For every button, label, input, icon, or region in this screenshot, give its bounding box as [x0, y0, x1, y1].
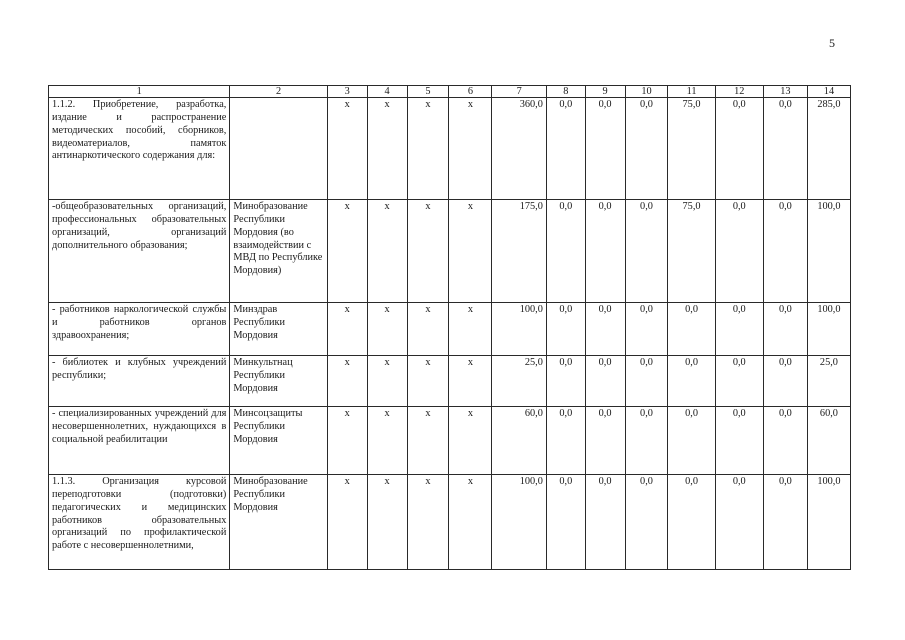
cell-col14: 60,0 [807, 407, 850, 475]
responsible-party: Минсоцзащиты Республики Мордовия [230, 407, 327, 475]
cell-col14: 100,0 [807, 475, 850, 570]
cell-col9: 0,0 [585, 356, 625, 407]
cell-col11: 0,0 [668, 407, 715, 475]
table-row [49, 356, 851, 407]
cell-col9: 0,0 [585, 200, 625, 303]
cell-col13: 0,0 [763, 475, 807, 570]
responsible-party [230, 98, 327, 200]
responsible-party: Минкультнац Республики Мордовия [230, 356, 327, 407]
cell-col13: 0,0 [763, 200, 807, 303]
cell-col14: 100,0 [807, 200, 850, 303]
cell-col5: x [407, 200, 449, 303]
header-cell: 6 [449, 86, 492, 98]
responsible-party: Минобразование Республики Мордовия (во взаимодействии с МВД по Республике Мордовия) [230, 200, 327, 303]
activity-description: -общеобразовательных организаций, профессиональных образовательных организаций, организаций дополнительного образования; [49, 200, 230, 303]
cell-col10: 0,0 [625, 356, 668, 407]
activity-description: - библиотек и клубных учреждений республики; [49, 356, 230, 407]
cell-col14: 285,0 [807, 98, 850, 200]
cell-col3: x [327, 407, 367, 475]
cell-col13: 0,0 [763, 98, 807, 200]
cell-col6: x [449, 200, 492, 303]
cell-col11: 75,0 [668, 200, 715, 303]
cell-col11: 0,0 [668, 303, 715, 356]
header-cell: 8 [546, 86, 585, 98]
cell-col7: 100,0 [492, 303, 547, 356]
header-cell: 3 [327, 86, 367, 98]
cell-col6: x [449, 407, 492, 475]
cell-col8: 0,0 [546, 356, 585, 407]
activity-description: - специализированных учреждений для несовершеннолетних, нуждающихся в социальной реабилитации [49, 407, 230, 475]
cell-col4: x [367, 356, 407, 407]
header-cell: 7 [492, 86, 547, 98]
cell-col8: 0,0 [546, 98, 585, 200]
cell-col4: x [367, 407, 407, 475]
cell-col12: 0,0 [715, 356, 763, 407]
table-row [49, 303, 851, 356]
cell-col12: 0,0 [715, 98, 763, 200]
cell-col12: 0,0 [715, 200, 763, 303]
cell-col5: x [407, 98, 449, 200]
cell-col7: 360,0 [492, 98, 547, 200]
cell-col3: x [327, 200, 367, 303]
page-number: 5 [829, 36, 835, 50]
cell-col9: 0,0 [585, 475, 625, 570]
cell-col10: 0,0 [625, 200, 668, 303]
responsible-party: Минобразование Республики Мордовия [230, 475, 327, 570]
cell-col10: 0,0 [625, 407, 668, 475]
cell-col6: x [449, 356, 492, 407]
cell-col6: x [449, 475, 492, 570]
cell-col5: x [407, 475, 449, 570]
cell-col7: 175,0 [492, 200, 547, 303]
header-cell: 11 [668, 86, 715, 98]
cell-col4: x [367, 200, 407, 303]
cell-col8: 0,0 [546, 200, 585, 303]
cell-col14: 25,0 [807, 356, 850, 407]
cell-col12: 0,0 [715, 303, 763, 356]
cell-col4: x [367, 98, 407, 200]
cell-col14: 100,0 [807, 303, 850, 356]
cell-col13: 0,0 [763, 356, 807, 407]
cell-col9: 0,0 [585, 407, 625, 475]
cell-col8: 0,0 [546, 303, 585, 356]
cell-col13: 0,0 [763, 303, 807, 356]
program-table [48, 85, 851, 570]
cell-col5: x [407, 303, 449, 356]
table-row [49, 98, 851, 200]
cell-col7: 60,0 [492, 407, 547, 475]
cell-col10: 0,0 [625, 303, 668, 356]
cell-col12: 0,0 [715, 475, 763, 570]
cell-col4: x [367, 475, 407, 570]
cell-col9: 0,0 [585, 303, 625, 356]
cell-col3: x [327, 356, 367, 407]
cell-col7: 25,0 [492, 356, 547, 407]
cell-col7: 100,0 [492, 475, 547, 570]
cell-col9: 0,0 [585, 98, 625, 200]
cell-col12: 0,0 [715, 407, 763, 475]
cell-col11: 0,0 [668, 356, 715, 407]
cell-col3: x [327, 98, 367, 200]
header-cell: 13 [763, 86, 807, 98]
cell-col5: x [407, 356, 449, 407]
cell-col8: 0,0 [546, 475, 585, 570]
activity-description: - работников наркологической службы и работников органов здравоохранения; [49, 303, 230, 356]
cell-col11: 0,0 [668, 475, 715, 570]
responsible-party: Минздрав Республики Мордовия [230, 303, 327, 356]
cell-col8: 0,0 [546, 407, 585, 475]
cell-col11: 75,0 [668, 98, 715, 200]
header-cell: 14 [807, 86, 850, 98]
header-cell: 5 [407, 86, 449, 98]
table-row [49, 200, 851, 303]
header-cell: 12 [715, 86, 763, 98]
cell-col13: 0,0 [763, 407, 807, 475]
header-cell: 2 [230, 86, 327, 98]
activity-description: 1.1.3. Организация курсовой переподготовки (подготовки) педагогических и медицинских работников образовательных организаций по профилактической работе с несовершеннолетними, [49, 475, 230, 570]
cell-col4: x [367, 303, 407, 356]
header-cell: 10 [625, 86, 668, 98]
header-cell: 1 [49, 86, 230, 98]
header-cell: 4 [367, 86, 407, 98]
cell-col3: x [327, 303, 367, 356]
cell-col10: 0,0 [625, 98, 668, 200]
cell-col3: x [327, 475, 367, 570]
activity-description: 1.1.2. Приобретение, разработка, издание и распространение методических пособий, сборников, видеоматериалов, памяток антинаркотического содержания для: [49, 98, 230, 200]
table-row [49, 475, 851, 570]
cell-col10: 0,0 [625, 475, 668, 570]
cell-col6: x [449, 303, 492, 356]
cell-col6: x [449, 98, 492, 200]
header-cell: 9 [585, 86, 625, 98]
cell-col5: x [407, 407, 449, 475]
table-row [49, 407, 851, 475]
header-row [49, 86, 851, 98]
